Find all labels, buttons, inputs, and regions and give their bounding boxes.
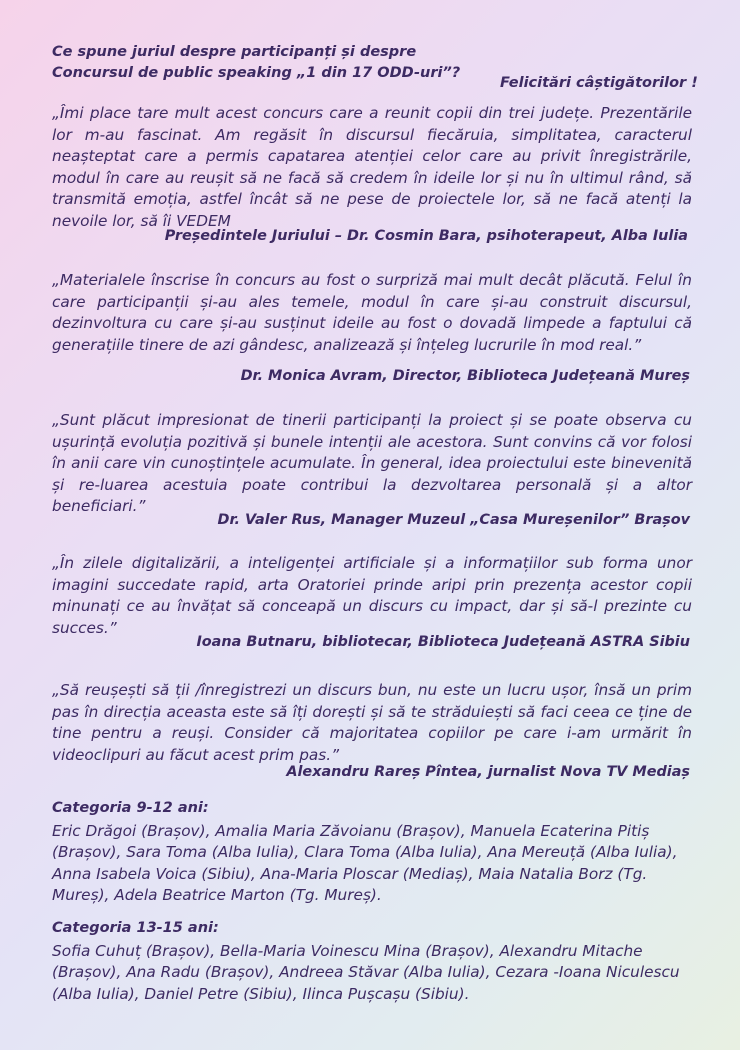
quote-author-4: Ioana Butnaru, bibliotecar, Biblioteca Județeană ASTRA Sibiu xyxy=(196,634,690,650)
quote-author-5: Alexandru Rareș Pîntea, jurnalist Nova TV Mediaș xyxy=(286,764,690,780)
quote-author-3: Dr. Valer Rus, Manager Muzeul „Casa Mureșenilor” Brașov xyxy=(217,512,690,528)
category-list-13-15: Sofia Cuhuț (Brașov), Bella-Maria Voinescu Mina (Brașov), Alexandru Mitache (Brașov), Ana Radu (Brașov), Andreea Stăvar (Alba Iulia), Cezara -Ioana Niculescu (Alba Iulia), Daniel Petre (Sibiu), Ilinca Pușcașu (Sibiu). xyxy=(52,942,680,1003)
jury-quote-3: „Sunt plăcut impresionat de tinerii participanți la proiect și se poate observa cu ușurință evoluția pozitivă și bunele intenții ale acestora. Sunt convins că vor folosi în anii care vin cunoștințele acumulate. În general, idea proiectului este binevenită și re-luarea acestuia poate contribui la dezvoltarea personală și a altor beneficiari.” xyxy=(52,411,692,516)
category-title-9-12: Categoria 9-12 ani: xyxy=(52,800,209,816)
intro-line-1: Ce spune juriul despre participanți și despre xyxy=(52,44,417,60)
category-title-13-15: Categoria 13-15 ani: xyxy=(52,920,219,936)
quote-author-1: Președintele Juriului – Dr. Cosmin Bara, psihoterapeut, Alba Iulia xyxy=(164,228,688,244)
category-list-9-12: Eric Drăgoi (Brașov), Amalia Maria Zăvoianu (Brașov), Manuela Ecaterina Pitiș (Brașov), Sara Toma (Alba Iulia), Clara Toma (Alba Iulia), Ana Mereuță (Alba Iulia), Anna Isabela Voica (Sibiu), Ana-Maria Ploscar (Mediaș), Maia Natalia Borz (Tg. Mureș), Adela Beatrice Marton (Tg. Mureș). xyxy=(52,822,678,905)
congratulations-heading: Felicitări câștigătorilor ! xyxy=(500,75,698,91)
quote-author-2: Dr. Monica Avram, Director, Biblioteca Județeană Mureș xyxy=(240,368,690,384)
jury-quote-4: „În zilele digitalizării, a inteligenței artificiale și a informațiilor sub forma unor imagini succedate rapid, arta Oratoriei prinde aripi prin prezența acestor copii minunați ce au învățat să conceapă un discurs cu impact, dar și să-l prezinte cu succes.” xyxy=(52,554,692,637)
intro-line-2: Concursul de public speaking „1 din 17 ODD-uri”? xyxy=(52,65,461,81)
jury-quote-5: „Să reușești să ții /înregistrezi un discurs bun, nu este un lucru ușor, însă un prim pas în direcția aceasta este să îți dorești și să te străduiești să faci ceea ce ține de tine pentru a reuși. Consider că majoritatea copiilor pe care i-am urmărit în videoclipuri au făcut acest prim pas.” xyxy=(52,681,692,764)
intro-heading xyxy=(52,42,482,84)
jury-quote-1: „Îmi place tare mult acest concurs care a reunit copii din trei județe. Prezentările lor m-au fascinat. Am regăsit în discursul fiecăruia, simplitatea, caracterul neașteptat care a permis capatarea atenției celor care au privit înregistrările, modul în care au reușit să ne facă să credem în ideile lor și nu în ultimul rând, să transmită emoția, astfel încât să ne pese de proiectele lor, să ne facă atenți la nevoile lor, să îi VEDEM xyxy=(52,104,692,230)
jury-quote-2: „Materialele înscrise în concurs au fost o surpriză mai mult decât plăcută. Felul în care participanții și-au ales temele, modul în care și-au construit discursul, dezinvoltura cu care și-au susținut ideile au fost o dovadă limpede a faptului că generațiile tinere de azi gândesc, analizează și înțeleg lucrurile în mod real.” xyxy=(52,271,692,354)
